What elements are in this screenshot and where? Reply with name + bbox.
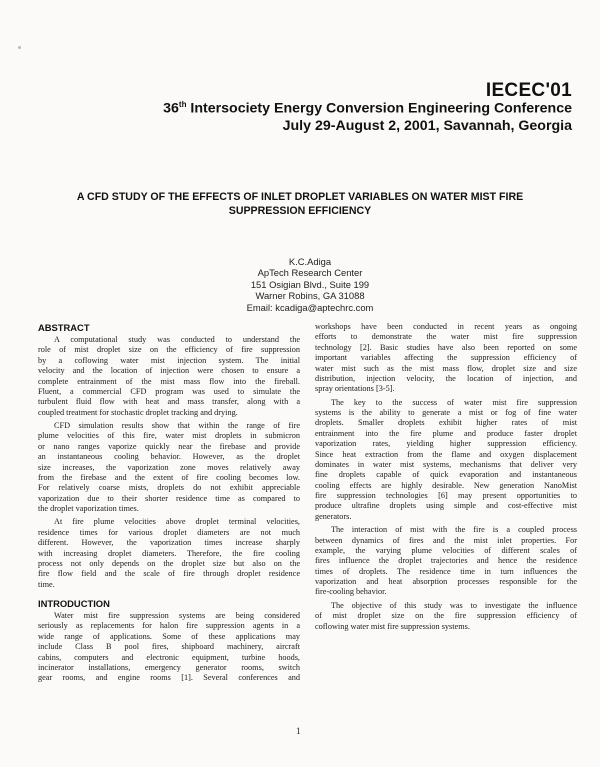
text-line: produce ultrafine droplets using simple and cost-effective mist: [315, 501, 577, 511]
text-line: process not only depends on the droplet size but also on the: [38, 558, 300, 568]
abstract-paragraph-2: [38, 421, 300, 514]
text-line: cooling effects are highly desirable. New generation NanoMist: [315, 480, 577, 490]
text-line: cabins, computers and electronic equipment, turbine hoods,: [38, 652, 300, 662]
text-line: include Class B pool fires, shipboard machinery, aircraft: [38, 642, 300, 652]
text-line: velocity and the location of injection were chosen to ensure a: [38, 366, 300, 376]
text-line: At fire plume velocities above droplet terminal velocities,: [54, 517, 300, 527]
text-line: vaporization rates, yielding higher suppression efficiency.: [315, 439, 577, 449]
author-address-line-1: 151 Osigian Blvd., Suite 199: [250, 278, 370, 290]
text-line: or nano ranges vaporize quickly near the firebase and provide: [38, 441, 300, 451]
body-paragraph-3: [315, 525, 577, 598]
paper-title-line-1: A CFD STUDY OF THE EFFECTS OF INLET DROPLET VARIABLES ON WATER MIST FIRE: [76, 191, 524, 203]
text-line: times of droplets. The residence time in turn influences the: [315, 566, 577, 576]
author-email: Email: kcadiga@aptechrc.com: [246, 301, 374, 313]
text-line: workshops have been conducted in recent years as ongoing: [315, 322, 577, 331]
body-paragraph-2: [315, 398, 577, 523]
text-line: important variables affecting the suppression efficiency of: [315, 353, 577, 363]
abstract-paragraph-3: [38, 517, 300, 590]
text-line: complete entrainment of the mist mass flow into the fireball.: [38, 376, 300, 386]
conference-ordinal: 36: [163, 100, 179, 117]
right-column: [315, 322, 577, 632]
text-line: vaporization and heat absorption processes responsible for the: [315, 577, 577, 586]
text-line: incinerator installations, emergency generator rooms, switch: [38, 662, 300, 672]
scan-speck: [18, 46, 21, 49]
conference-id: IECEC'01: [485, 80, 572, 101]
author-address-line-2: Warner Robins, GA 31088: [255, 290, 365, 302]
text-line: between dynamics of fires and the mist inlet properties. For: [315, 535, 577, 545]
text-line: technology [2]. Basic studies have also been reported on some: [315, 342, 577, 352]
text-line: example, the varying plume velocities of different scales of: [315, 545, 577, 555]
text-line: Water mist fire suppression systems are being considered: [54, 611, 300, 620]
text-line: vaporization due to their shorter residence time as compared to: [38, 493, 300, 503]
body-paragraph-1: [315, 322, 577, 395]
text-line: of mist droplet size on the fire suppression efficiency of: [315, 611, 577, 621]
body-paragraph-4: [315, 601, 577, 632]
paper-title-line-2: SUPPRESSION EFFICIENCY: [228, 205, 372, 217]
text-line: generators.: [315, 511, 352, 521]
text-line: coupled treatment for stochastic droplet tracking and drying.: [38, 407, 238, 417]
text-line: The interaction of mist with the fire is a coupled process: [331, 525, 577, 535]
conference-name: [163, 100, 572, 117]
text-line: distribution, injection velocity, the location of injection, and: [315, 373, 577, 383]
author-name: K.C.Adiga: [288, 256, 332, 267]
text-line: CFD simulation results show that within the range of fire: [54, 421, 300, 430]
text-line: spray orientations [3-5].: [315, 384, 395, 394]
text-line: with increasing droplet diameters. Therefore, the fire cooling: [38, 548, 300, 558]
text-line: seriously as replacements for halon fire suppression agents in a: [38, 621, 300, 631]
text-line: efforts to demonstrate the water mist fire suppression: [315, 332, 577, 342]
text-line: from the firebase and the extent of fire cooling becomes low.: [38, 472, 300, 482]
conference-name-text: Intersociety Energy Conversion Engineering Conference: [186, 100, 572, 117]
author-organization: ApTech Research Center: [257, 267, 363, 279]
conference-date-location: July 29-August 2, 2001, Savannah, Georgia: [282, 118, 572, 134]
text-line: fire flow field and the scale of fire through droplet residence: [38, 569, 300, 579]
text-line: fire suppression technologies [6] may present opportunities to: [315, 491, 577, 500]
page-number: 1: [296, 726, 301, 736]
text-line: time.: [38, 579, 55, 589]
text-line: different. However, the vaporization times increase sharply: [38, 538, 300, 548]
text-line: systems is the ability to generate a mist or fog of fine water: [315, 408, 577, 417]
text-line: Since heat extraction from the flame and oxygen displacement: [315, 449, 577, 459]
text-line: coflowing water mist fire suppression systems.: [315, 621, 470, 631]
text-line: size increases, the vaporization zone moves relatively away: [38, 462, 300, 472]
text-line: the droplet vaporization times.: [38, 504, 139, 513]
abstract-paragraph-1: [38, 335, 300, 418]
introduction-heading: INTRODUCTION: [38, 598, 110, 609]
text-line: A computational study was conducted to understand the: [54, 335, 300, 344]
text-line: an instantaneous cooling behavior. However, as the droplet: [38, 452, 300, 462]
conference-ordinal-suffix: th: [178, 100, 187, 109]
text-line: Fluent, a commercial CFD program was used to simulate the: [38, 386, 300, 396]
text-line: fire-cooling behavior.: [315, 587, 387, 597]
text-line: dominates in water mist systems, mechanisms that deliver very: [315, 459, 577, 469]
left-column: [38, 322, 300, 684]
text-line: entrainment into the fire plume and produce faster droplet: [315, 428, 577, 438]
text-line: turbulent fluid flow with heat and mass transfer, along with a: [38, 397, 300, 407]
text-line: gear rooms, and engine rooms [1]. Several conferences and: [38, 673, 300, 683]
text-line: fine droplets capable of quick evaporation and instantaneous: [315, 470, 577, 480]
text-line: water mist such as the mist mass flow, droplet size and size: [315, 363, 577, 373]
introduction-paragraph-1: [38, 611, 300, 684]
text-line: wide range of applications. Some of these applications may: [38, 631, 300, 641]
text-line: fires influence the droplet trajectories and hence the residence: [315, 556, 577, 566]
text-line: For relatively coarse mists, droplets do not exhibit appreciable: [38, 483, 300, 493]
text-line: plume velocities of this fire, water mist droplets in submicron: [38, 431, 300, 441]
text-line: role of mist droplet size on the efficiency of fire suppression: [38, 345, 300, 355]
paper-title: [40, 190, 560, 218]
text-line: by a coflowing water mist injection system. The initial: [38, 355, 300, 365]
text-line: The key to the success of water mist fire suppression: [331, 397, 577, 407]
text-line: residence times for various droplet diameters are not much: [38, 527, 300, 537]
author-block: [200, 256, 420, 313]
abstract-heading: ABSTRACT: [38, 322, 90, 333]
text-line: droplets. Smaller droplets exhibit higher rates of mist: [315, 418, 577, 428]
text-line: The objective of this study was to investigate the influence: [331, 600, 577, 610]
